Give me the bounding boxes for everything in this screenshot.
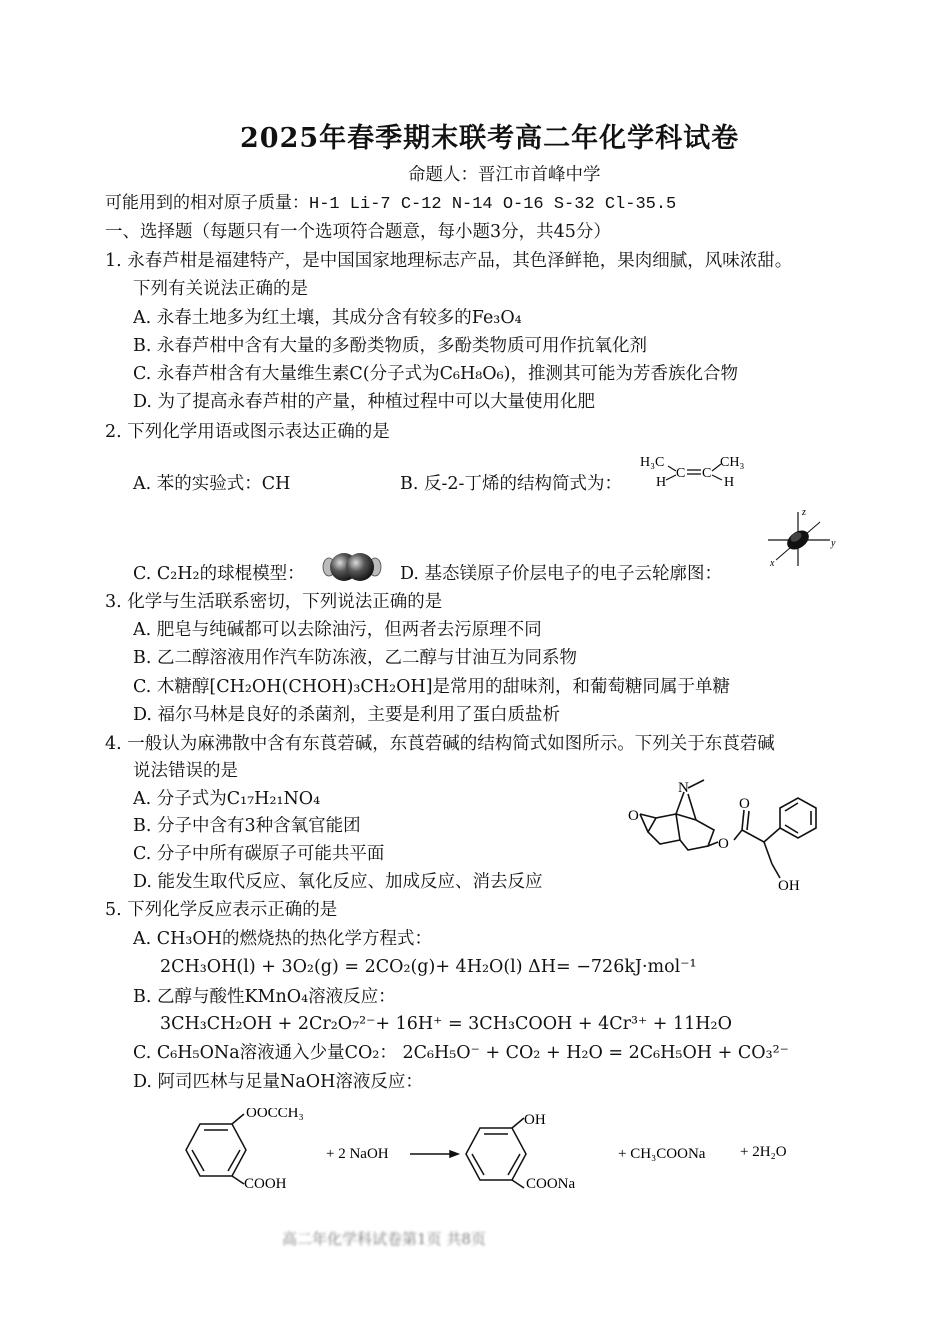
q2-stem: 2. 下列化学用语或图示表达正确的是 bbox=[105, 422, 390, 442]
axis-z-label: z bbox=[802, 507, 806, 518]
aspirin-acid-group: COOH bbox=[244, 1176, 287, 1192]
fig-b-c2: C bbox=[702, 466, 712, 481]
fig-b-c1: C bbox=[676, 466, 686, 481]
q3-option-a: A. 肥皂与纯碱都可以去除油污，但两者去污原理不同 bbox=[133, 620, 542, 640]
q2-option-d: D. 基态镁原子价层电子的电子云轮廓图： bbox=[400, 564, 723, 584]
fig-b-h3c: H₃C bbox=[640, 455, 665, 470]
q5-option-d: D. 阿司匹林与足量NaOH溶液反应： bbox=[133, 1072, 423, 1092]
q5-option-b: B. 乙醇与酸性KMnO₄溶液反应： bbox=[133, 987, 396, 1007]
q1-option-a: A. 永春土地多为红土壤，其成分含有较多的Fe₃O₄ bbox=[133, 308, 522, 328]
q3-stem: 3. 化学与生活联系密切，下列说法正确的是 bbox=[105, 592, 443, 612]
q2-option-a: A. 苯的实验式：CH bbox=[133, 474, 291, 494]
axis-x-label: x bbox=[770, 558, 775, 569]
atomic-masses: 可能用到的相对原子质量：H-1 Li-7 C-12 N-14 O-16 S-32 Cl-35.5 bbox=[105, 195, 677, 214]
q5-option-c: C. C₆H₅ONa溶液通入少量CO₂： 2C₆H₅O⁻ + CO₂ + H₂O = 2C₆H₅OH + CO₃²⁻ bbox=[133, 1043, 789, 1063]
q4-option-c: C. 分子中所有碳原子可能共平面 bbox=[133, 844, 385, 864]
q4-option-a: A. 分子式为C₁₇H₂₁NO₄ bbox=[133, 789, 321, 809]
q4-stem: 4. 一般认为麻沸散中含有东莨菪碱，东莨菪碱的结构简式如图所示。下列关于东莨菪碱 bbox=[105, 734, 775, 754]
q4-stem-cont: 说法错误的是 bbox=[133, 761, 238, 781]
q3-option-c: C. 木糖醇[CH₂OH(CHOH)₃CH₂OH]是常用的甜味剂，和葡萄糖同属于单糖 bbox=[133, 677, 731, 697]
reagent-naoh: + 2 NaOH bbox=[326, 1146, 389, 1162]
aspirin-reaction-figure bbox=[160, 1108, 820, 1200]
q5-option-a: A. CH₃OH的燃烧热的热化学方程式： bbox=[133, 929, 433, 949]
q3-option-d: D. 福尔马林是良好的杀菌剂，主要是利用了蛋白质盐析 bbox=[133, 705, 561, 725]
product-oh-group: OH bbox=[524, 1112, 546, 1128]
c2h2-ball-stick-model bbox=[322, 550, 382, 584]
scopolamine-structure bbox=[622, 770, 832, 900]
q1-stem: 1. 永春芦柑是福建特产，是中国国家地理标志产品，其色泽鲜艳，果肉细腻，风味浓甜。 bbox=[105, 251, 793, 271]
product-coona-group: COONa bbox=[526, 1176, 576, 1192]
product-sodium-acetate: + CH₃COONa bbox=[618, 1146, 706, 1162]
mg-electron-cloud-figure bbox=[762, 506, 840, 570]
carbonyl-o-label: O bbox=[739, 796, 750, 812]
aspirin-ester-group: OOCCH₃ bbox=[246, 1108, 304, 1121]
q4-option-b: B. 分子中含有3种含氧官能团 bbox=[133, 816, 361, 836]
q5-option-a-equation: 2CH₃OH(l) + 3O₂(g) = 2CO₂(g)+ 4H₂O(l) ΔH= −726kJ·mol⁻¹ bbox=[160, 957, 697, 977]
hydroxyl-label: OH bbox=[778, 878, 800, 894]
q1-option-d: D. 为了提高永春芦柑的产量，种植过程中可以大量使用化肥 bbox=[133, 392, 596, 412]
page-footer: 高二年化学科试卷第1页 共8页 bbox=[282, 1230, 486, 1248]
fig-b-ch3: CH₃ bbox=[720, 455, 745, 470]
q4-option-d: D. 能发生取代反应、氧化反应、加成反应、消去反应 bbox=[133, 872, 543, 892]
q2-option-b: B. 反-2-丁烯的结构简式为： bbox=[400, 474, 622, 494]
q5-stem: 5. 下列化学反应表示正确的是 bbox=[105, 900, 338, 920]
q3-option-b: B. 乙二醇溶液用作汽车防冻液，乙二醇与甘油互为同系物 bbox=[133, 648, 577, 668]
q2-option-c: C. C₂H₂的球棍模型： bbox=[133, 564, 305, 584]
n-atom-label: N bbox=[678, 780, 689, 796]
fig-b-h-left: H bbox=[656, 475, 667, 490]
section-heading: 一、选择题（每题只有一个选项符合题意，每小题3分，共45分） bbox=[105, 222, 611, 242]
author-line: 命题人：晋江市首峰中学 bbox=[408, 165, 601, 185]
epoxide-o-label: O bbox=[628, 808, 639, 824]
q1-option-c: C. 永春芦柑含有大量维生素C(分子式为C₆H₈O₆)，推测其可能为芳香族化合物 bbox=[133, 364, 738, 384]
trans-2-butene-figure bbox=[636, 448, 756, 494]
fig-b-h-right: H bbox=[724, 475, 735, 490]
q5-option-b-equation: 3CH₃CH₂OH + 2Cr₂O₇²⁻+ 16H⁺ = 3CH₃COOH + 4Cr³⁺ + 11H₂O bbox=[160, 1014, 732, 1034]
page-title: 2025年春季期末联考高二年化学科试卷 bbox=[240, 123, 740, 154]
q1-stem-cont: 下列有关说法正确的是 bbox=[133, 279, 308, 299]
axis-y-label: y bbox=[831, 538, 836, 549]
ester-o-label: O bbox=[718, 836, 729, 852]
product-water: + 2H₂O bbox=[740, 1144, 787, 1160]
q1-option-b: B. 永春芦柑中含有大量的多酚类物质，多酚类物质可用作抗氧化剂 bbox=[133, 336, 647, 356]
